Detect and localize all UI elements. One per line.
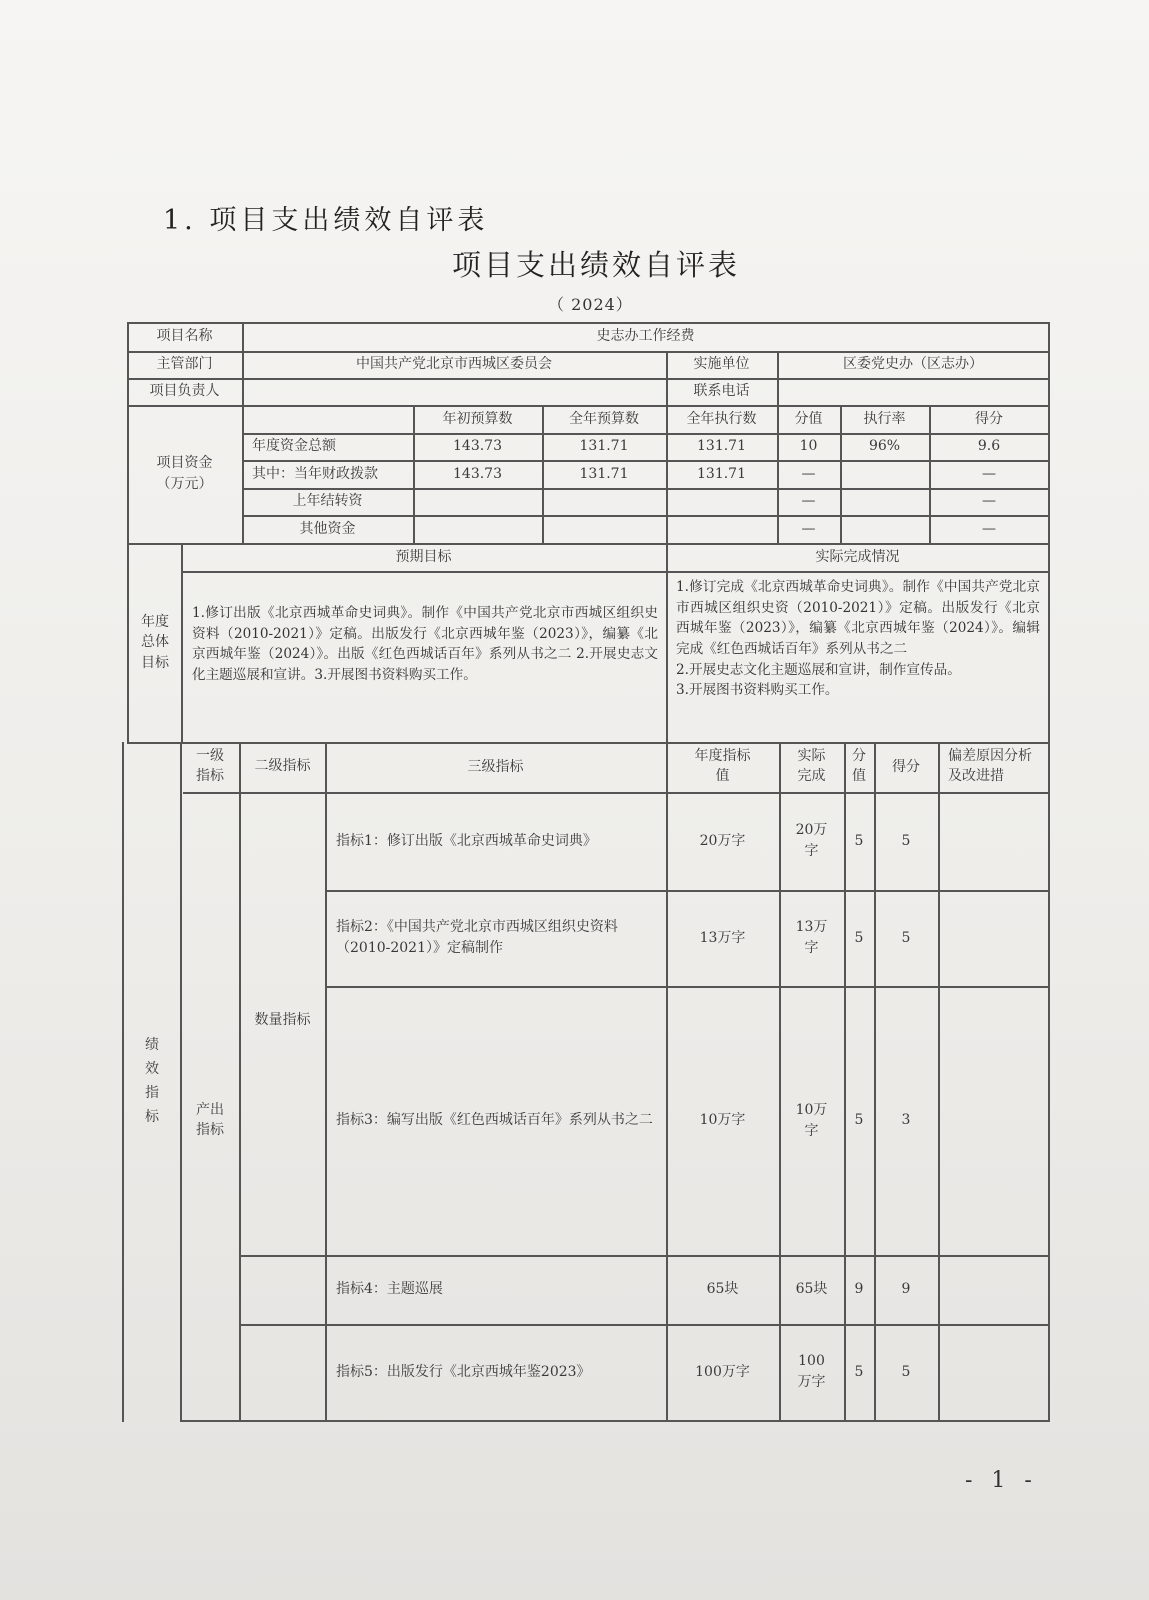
page-title: 项目支出绩效自评表 bbox=[452, 248, 741, 282]
indicator-row-deviation bbox=[938, 1324, 1049, 1420]
header-level3: 三级指标 bbox=[467, 758, 524, 775]
fund-row-executed: 131.71 bbox=[697, 465, 746, 482]
funds-label bbox=[127, 405, 242, 543]
phone-label: 联系电话 bbox=[693, 383, 750, 399]
fund-row-executed bbox=[666, 488, 777, 515]
indicator-row-target: 13万字 bbox=[699, 929, 746, 946]
indicator-row-name: 指标5：出版发行《北京西城年鉴2023》 bbox=[336, 1363, 591, 1380]
indicator-row-weight: 5 bbox=[854, 1363, 864, 1380]
fund-row-weight: — bbox=[801, 465, 816, 482]
fund-row-initial bbox=[413, 515, 542, 543]
indicator-row-weight: 9 bbox=[854, 1281, 864, 1297]
funds-header-annual: 全年预算数 bbox=[569, 410, 639, 427]
goals-label: 年度总体目标 bbox=[141, 614, 169, 671]
funds-label-line1: 项目资金 bbox=[156, 455, 213, 471]
fund-row-annual: 131.71 bbox=[579, 438, 629, 454]
indicator-row-name: 指标2：《中国共产党北京市西城区组织史资料（2010-2021）》定稿制作 bbox=[336, 919, 618, 956]
indicator-row-actual: 100万字 bbox=[797, 1353, 826, 1390]
indicator-row-weight: 5 bbox=[854, 1112, 864, 1128]
actual-completion-header: 实际完成情况 bbox=[815, 548, 900, 565]
indicator-row-name: 指标4：主题巡展 bbox=[336, 1281, 443, 1297]
fund-row-rate: 96% bbox=[868, 438, 901, 454]
expected-goals-header: 预期目标 bbox=[395, 548, 452, 565]
header-level2: 二级指标 bbox=[254, 758, 311, 775]
indicator-row-target: 20万字 bbox=[699, 832, 746, 849]
header-level1: 一级指标 bbox=[196, 748, 224, 784]
impl-unit-label: 实施单位 bbox=[693, 356, 750, 372]
fund-row-name: 其中：当年财政拨款 bbox=[252, 465, 378, 482]
indicator-row-score: 5 bbox=[901, 832, 911, 849]
fund-row-name: 上年结转资 bbox=[292, 493, 363, 509]
fund-row-name: 年度资金总额 bbox=[252, 438, 336, 454]
fund-row-executed: 131.71 bbox=[697, 438, 746, 454]
section-heading: 1. 项目支出绩效自评表 bbox=[163, 205, 489, 236]
fund-row-initial: 143.73 bbox=[453, 465, 502, 482]
fund-row-initial bbox=[413, 488, 542, 515]
fund-row-score: 9.6 bbox=[977, 438, 1001, 454]
indicator-row-score: 5 bbox=[901, 929, 911, 946]
fund-row-weight: — bbox=[801, 520, 816, 537]
fund-row-weight: 10 bbox=[799, 438, 818, 454]
indicator-row-deviation bbox=[938, 792, 1049, 890]
indicator-row-actual: 13万字 bbox=[795, 919, 828, 956]
report-year: （ 2024） bbox=[548, 295, 633, 314]
fund-row-score: — bbox=[982, 465, 996, 482]
header-deviation: 偏差原因分析及改进措 bbox=[948, 748, 1032, 784]
indicator-row-actual: 20万字 bbox=[795, 822, 828, 859]
level1-output-indicator: 产出指标 bbox=[196, 1101, 224, 1138]
expected-goals-text: 1.修订出版《北京西城革命史词典》。制作《中国共产党北京市西城区组织史资料（2010-2021）》定稿。出版发行《北京西城年鉴（2023）》，编纂《北京西城年鉴（2024）》。出版《红色西城话百年》系列从书之二 2.开展史志文化主题巡展和宣讲。3.开展图书资料购买工作。 bbox=[192, 605, 658, 683]
indicator-row-target: 65块 bbox=[706, 1281, 739, 1297]
fund-row-rate bbox=[840, 488, 929, 515]
project-name-value: 史志办工作经费 bbox=[596, 328, 695, 344]
header-actual: 实际完成 bbox=[797, 748, 826, 784]
indicator-row-score: 3 bbox=[901, 1112, 911, 1128]
dept-value: 中国共产党北京市西城区委员会 bbox=[356, 356, 552, 372]
funds-header-score: 得分 bbox=[975, 410, 1003, 427]
funds-header-executed: 全年执行数 bbox=[686, 410, 757, 427]
fund-row-rate bbox=[840, 460, 929, 488]
funds-header-rate: 执行率 bbox=[863, 410, 906, 427]
indicator-row-name: 指标3：编写出版《红色西城话百年》系列从书之二 bbox=[336, 1112, 653, 1128]
header-target: 年度指标值 bbox=[694, 748, 751, 784]
fund-row-rate bbox=[840, 515, 929, 543]
fund-row-annual bbox=[542, 515, 666, 543]
leader-label: 项目负责人 bbox=[149, 383, 220, 399]
fund-row-annual bbox=[542, 488, 666, 515]
fund-row-weight: — bbox=[801, 493, 816, 509]
fund-row-score: — bbox=[982, 520, 996, 537]
indicator-row-score: 5 bbox=[901, 1363, 911, 1380]
indicator-row-target: 100万字 bbox=[695, 1363, 750, 1380]
dept-label: 主管部门 bbox=[156, 356, 213, 372]
phone-value bbox=[777, 378, 1049, 405]
indicator-row-deviation bbox=[938, 986, 1049, 1255]
header-weight: 分值 bbox=[852, 748, 866, 784]
fund-row-name: 其他资金 bbox=[299, 520, 356, 537]
level2-quantity-indicator: 数量指标 bbox=[254, 1011, 311, 1028]
actual-completion-text bbox=[676, 577, 1040, 701]
fund-row-annual: 131.71 bbox=[579, 465, 629, 482]
indicator-row-weight: 5 bbox=[854, 832, 864, 849]
indicator-row-deviation bbox=[938, 1255, 1049, 1324]
fund-row-score: — bbox=[982, 493, 996, 509]
indicator-row-deviation bbox=[938, 890, 1049, 986]
header-score: 得分 bbox=[892, 758, 920, 775]
indicator-row-target: 10万字 bbox=[699, 1112, 746, 1128]
performance-indicators-label: 绩效指标 bbox=[145, 1037, 159, 1125]
funds-header-initial: 年初预算数 bbox=[442, 410, 513, 427]
indicator-row-actual: 10万字 bbox=[795, 1101, 828, 1139]
funds-label-line2: （万元） bbox=[156, 476, 213, 492]
project-name-label: 项目名称 bbox=[156, 328, 213, 344]
fund-row-initial: 143.73 bbox=[453, 438, 502, 454]
page-number: - 1 - bbox=[965, 1468, 1038, 1493]
indicator-row-actual: 65块 bbox=[795, 1281, 828, 1297]
actual-completion-item-1: 1.修订完成《北京西城革命史词典》。制作《中国共产党北京市西城区组织史资（2010-2021）》定稿。出版发行《北京西城年鉴（2023）》，编纂《北京西城年鉴（2024）》。编辑完成《红色西城话百年》系列从书之二 bbox=[676, 579, 1040, 657]
indicator-row-weight: 5 bbox=[854, 929, 864, 946]
actual-completion-item-2: 2.开展史志文化主题巡展和宣讲，制作宣传品。 bbox=[676, 661, 961, 678]
indicator-row-score: 9 bbox=[901, 1281, 911, 1297]
actual-completion-item-3: 3.开展图书资料购买工作。 bbox=[676, 682, 839, 699]
fund-row-executed bbox=[666, 515, 777, 543]
impl-unit-value: 区委党史办（区志办） bbox=[843, 356, 983, 372]
leader-value bbox=[242, 378, 666, 405]
indicator-row-name: 指标1：修订出版《北京西城革命史词典》 bbox=[336, 832, 597, 849]
funds-header-weight: 分值 bbox=[794, 410, 823, 427]
